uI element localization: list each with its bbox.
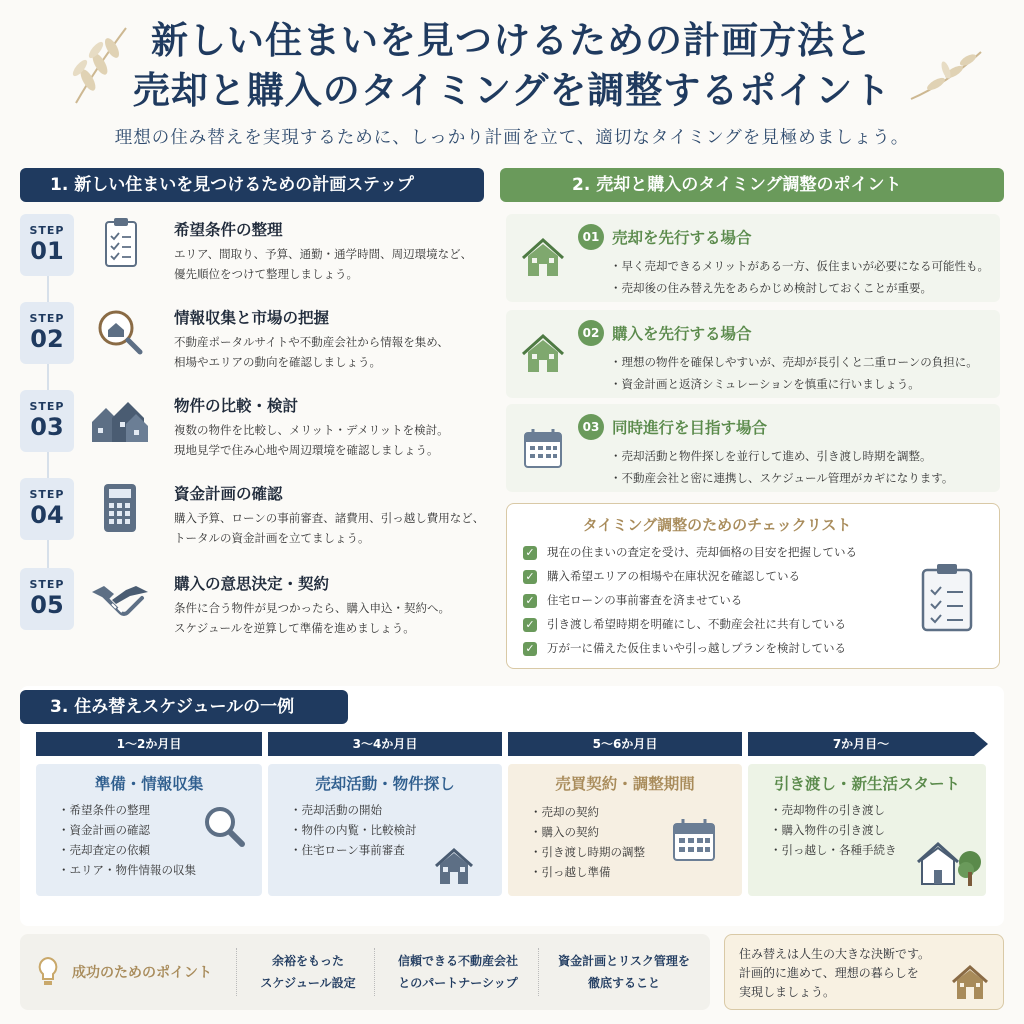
case-number: 01 — [578, 224, 604, 250]
step-label: STEP — [29, 312, 65, 325]
phase-item: ・資金計画の確認 — [58, 823, 150, 837]
step-number: 02 — [30, 325, 64, 353]
closing-message — [724, 934, 1004, 1010]
phase-card — [268, 764, 502, 896]
lightbulb-icon — [36, 956, 60, 988]
header — [0, 0, 1024, 160]
section1-heading: 1. 新しい住まいを見つけるための計画ステップ — [20, 168, 484, 202]
step-badge — [20, 390, 74, 452]
closing-message-text: 住み替えは人生の大きな決断です。 計画的に進めて、理想の暮らしを 実現しましょう。 — [739, 947, 931, 999]
phase-period: 5〜6か月目 — [508, 732, 742, 756]
calendar-icon — [670, 816, 718, 864]
step-title: 購入の意思決定・契約 — [174, 575, 330, 593]
check-icon: ✓ — [523, 618, 537, 632]
check-icon: ✓ — [523, 594, 537, 608]
clipboard-icon — [917, 562, 977, 634]
success-point: 余裕をもった スケジュール設定 — [260, 954, 356, 990]
phase-item: ・希望条件の整理 — [58, 803, 150, 817]
case-number: 02 — [578, 320, 604, 346]
checklist-item: ✓ 住宅ローンの事前審査を済ませている — [523, 592, 742, 608]
success-point: 信頼できる不動産会社 とのパートナーシップ — [397, 954, 518, 990]
phase-title: 引き渡し・新生活スタート — [773, 775, 960, 793]
phase-period: 3〜4か月目 — [268, 732, 502, 756]
clipboard-icon — [90, 216, 150, 272]
step-label: STEP — [29, 400, 65, 413]
phase-item: ・購入の契約 — [530, 825, 599, 839]
page-title-line1: 新しい住まいを見つけるための計画方法と — [151, 18, 873, 62]
phase-card — [508, 764, 742, 896]
phase-item: ・引き渡し時期の調整 — [530, 845, 645, 859]
house-icon — [520, 236, 566, 280]
check-icon: ✓ — [523, 546, 537, 560]
phase-item: ・物件の内覧・比較検討 — [290, 823, 417, 837]
step-description: 購入予算、ローンの事前審査、諸費用、引っ越し費用など、 トータルの資金計画を立てましょう。 — [174, 511, 485, 545]
checklist-title: タイミング調整のためのチェックリスト — [582, 516, 852, 534]
divider — [236, 948, 237, 996]
step-card — [20, 302, 490, 382]
step-title: 希望条件の整理 — [174, 221, 283, 239]
step-number: 03 — [30, 413, 64, 441]
timing-case-card — [506, 310, 1000, 398]
checklist-item: ✓ 購入希望エリアの相場や在庫状況を確認している — [523, 568, 800, 584]
step-card — [20, 568, 490, 648]
timing-case-card — [506, 214, 1000, 302]
step-number: 01 — [30, 237, 64, 265]
case-number: 03 — [578, 414, 604, 440]
step-description: 複数の物件を比較し、メリット・デメリットを検討。 現地見学で住み心地や周辺環境を確認しましょう。 — [174, 423, 449, 457]
divider — [374, 948, 375, 996]
phase-period: 1〜2か月目 — [36, 732, 262, 756]
step-badge — [20, 302, 74, 364]
step-card — [20, 214, 490, 294]
checklist-item: ✓ 万が一に備えた仮住まいや引っ越しプランを検討している — [523, 640, 846, 656]
section2-heading: 2. 売却と購入のタイミング調整のポイント — [500, 168, 1004, 202]
success-points-bar — [20, 934, 710, 1010]
case-item: ・不動産会社と密に連携し、スケジュール管理がカギになります。 — [610, 471, 954, 485]
house-icon — [951, 965, 989, 1001]
case-item: ・売却後の住み替え先をあらかじめ検討しておくことが重要。 — [610, 281, 932, 295]
step-card — [20, 478, 490, 558]
case-title: 同時進行を目指す場合 — [612, 419, 768, 437]
phase-item: ・売却の契約 — [530, 805, 599, 819]
timing-case-card — [506, 404, 1000, 492]
phase-title: 準備・情報収集 — [94, 775, 204, 793]
step-description: エリア、間取り、予算、通勤・通学時間、周辺環境など、 優先順位をつけて整理しましょう。 — [174, 247, 473, 281]
check-icon: ✓ — [523, 570, 537, 584]
phase-item: ・引っ越し・各種手続き — [770, 843, 897, 857]
success-point: 資金計画とリスク管理を 徹底すること — [558, 954, 690, 990]
case-item: ・理想の物件を確保しやすいが、売却が長引くと二重ローンの負担に。 — [610, 355, 978, 369]
step-title: 情報収集と市場の把握 — [174, 309, 330, 327]
step-label: STEP — [29, 578, 65, 591]
divider — [538, 948, 539, 996]
case-title: 売却を先行する場合 — [612, 229, 752, 247]
phase-card — [36, 764, 262, 896]
phase-title: 売却活動・物件探し — [315, 775, 455, 793]
phase-item: ・売却活動の開始 — [290, 803, 382, 817]
case-item: ・売却活動と物件探しを並行して進め、引き渡し時期を調整。 — [610, 449, 932, 463]
phase-title: 売買契約・調整期間 — [555, 775, 695, 793]
check-icon: ✓ — [523, 642, 537, 656]
step-title: 資金計画の確認 — [174, 485, 283, 503]
page-title-line2: 売却と購入のタイミングを調整するポイント — [132, 68, 892, 112]
step-card — [20, 390, 490, 470]
search-icon — [200, 802, 248, 850]
checklist-item: ✓ 引き渡し希望時期を明確にし、不動産会社に共有している — [523, 616, 846, 632]
house-icon — [520, 332, 566, 376]
step-label: STEP — [29, 488, 65, 501]
checklist-item: ✓ 現在の住まいの査定を受け、売却価格の目安を把握している — [523, 544, 857, 560]
step-label: STEP — [29, 224, 65, 237]
phase-card — [748, 764, 986, 896]
phase-item: ・引っ越し準備 — [530, 865, 611, 879]
step-description: 条件に合う物件が見つかったら、購入申込・契約へ。 スケジュールを逆算して準備を進めましょう。 — [174, 601, 450, 635]
case-title: 購入を先行する場合 — [612, 325, 752, 343]
phase-item: ・住宅ローン事前審査 — [290, 843, 405, 857]
step-description: 不動産ポータルサイトや不動産会社から情報を集め、 相場やエリアの動向を確認しましょう。 — [174, 335, 449, 369]
success-points-title: 成功のためのポイント — [72, 965, 212, 981]
timing-checklist — [506, 503, 1000, 669]
calculator-icon — [90, 480, 150, 536]
house-tree-icon — [916, 840, 982, 888]
phase-period: 7か月目〜 — [748, 732, 974, 756]
section3-heading: 3. 住み替えスケジュールの一例 — [20, 690, 348, 724]
house-icon — [434, 848, 474, 886]
phase-item: ・売却物件の引き渡し — [770, 803, 885, 817]
phase-item: ・購入物件の引き渡し — [770, 823, 885, 837]
step-badge — [20, 478, 74, 540]
phase-item: ・売却査定の依頼 — [58, 843, 150, 857]
page-subtitle: 理想の住み替えを実現するために、しっかり計画を立て、適切なタイミングを見極めましょう。 — [114, 128, 910, 148]
calendar-icon — [520, 426, 566, 470]
step-badge — [20, 568, 74, 630]
step-title: 物件の比較・検討 — [174, 397, 299, 415]
step-number: 04 — [30, 501, 64, 529]
case-item: ・資金計画と返済シミュレーションを慎重に行いましょう。 — [610, 377, 920, 391]
magnifier-house-icon — [90, 304, 150, 360]
step-number: 05 — [30, 591, 64, 619]
houses-icon — [90, 392, 150, 448]
case-item: ・早く売却できるメリットがある一方、仮住まいが必要になる可能性も。 — [610, 259, 990, 273]
arrow-right-icon — [974, 732, 988, 756]
handshake-icon — [90, 570, 150, 626]
phase-item: ・エリア・物件情報の収集 — [58, 863, 196, 877]
step-badge — [20, 214, 74, 276]
